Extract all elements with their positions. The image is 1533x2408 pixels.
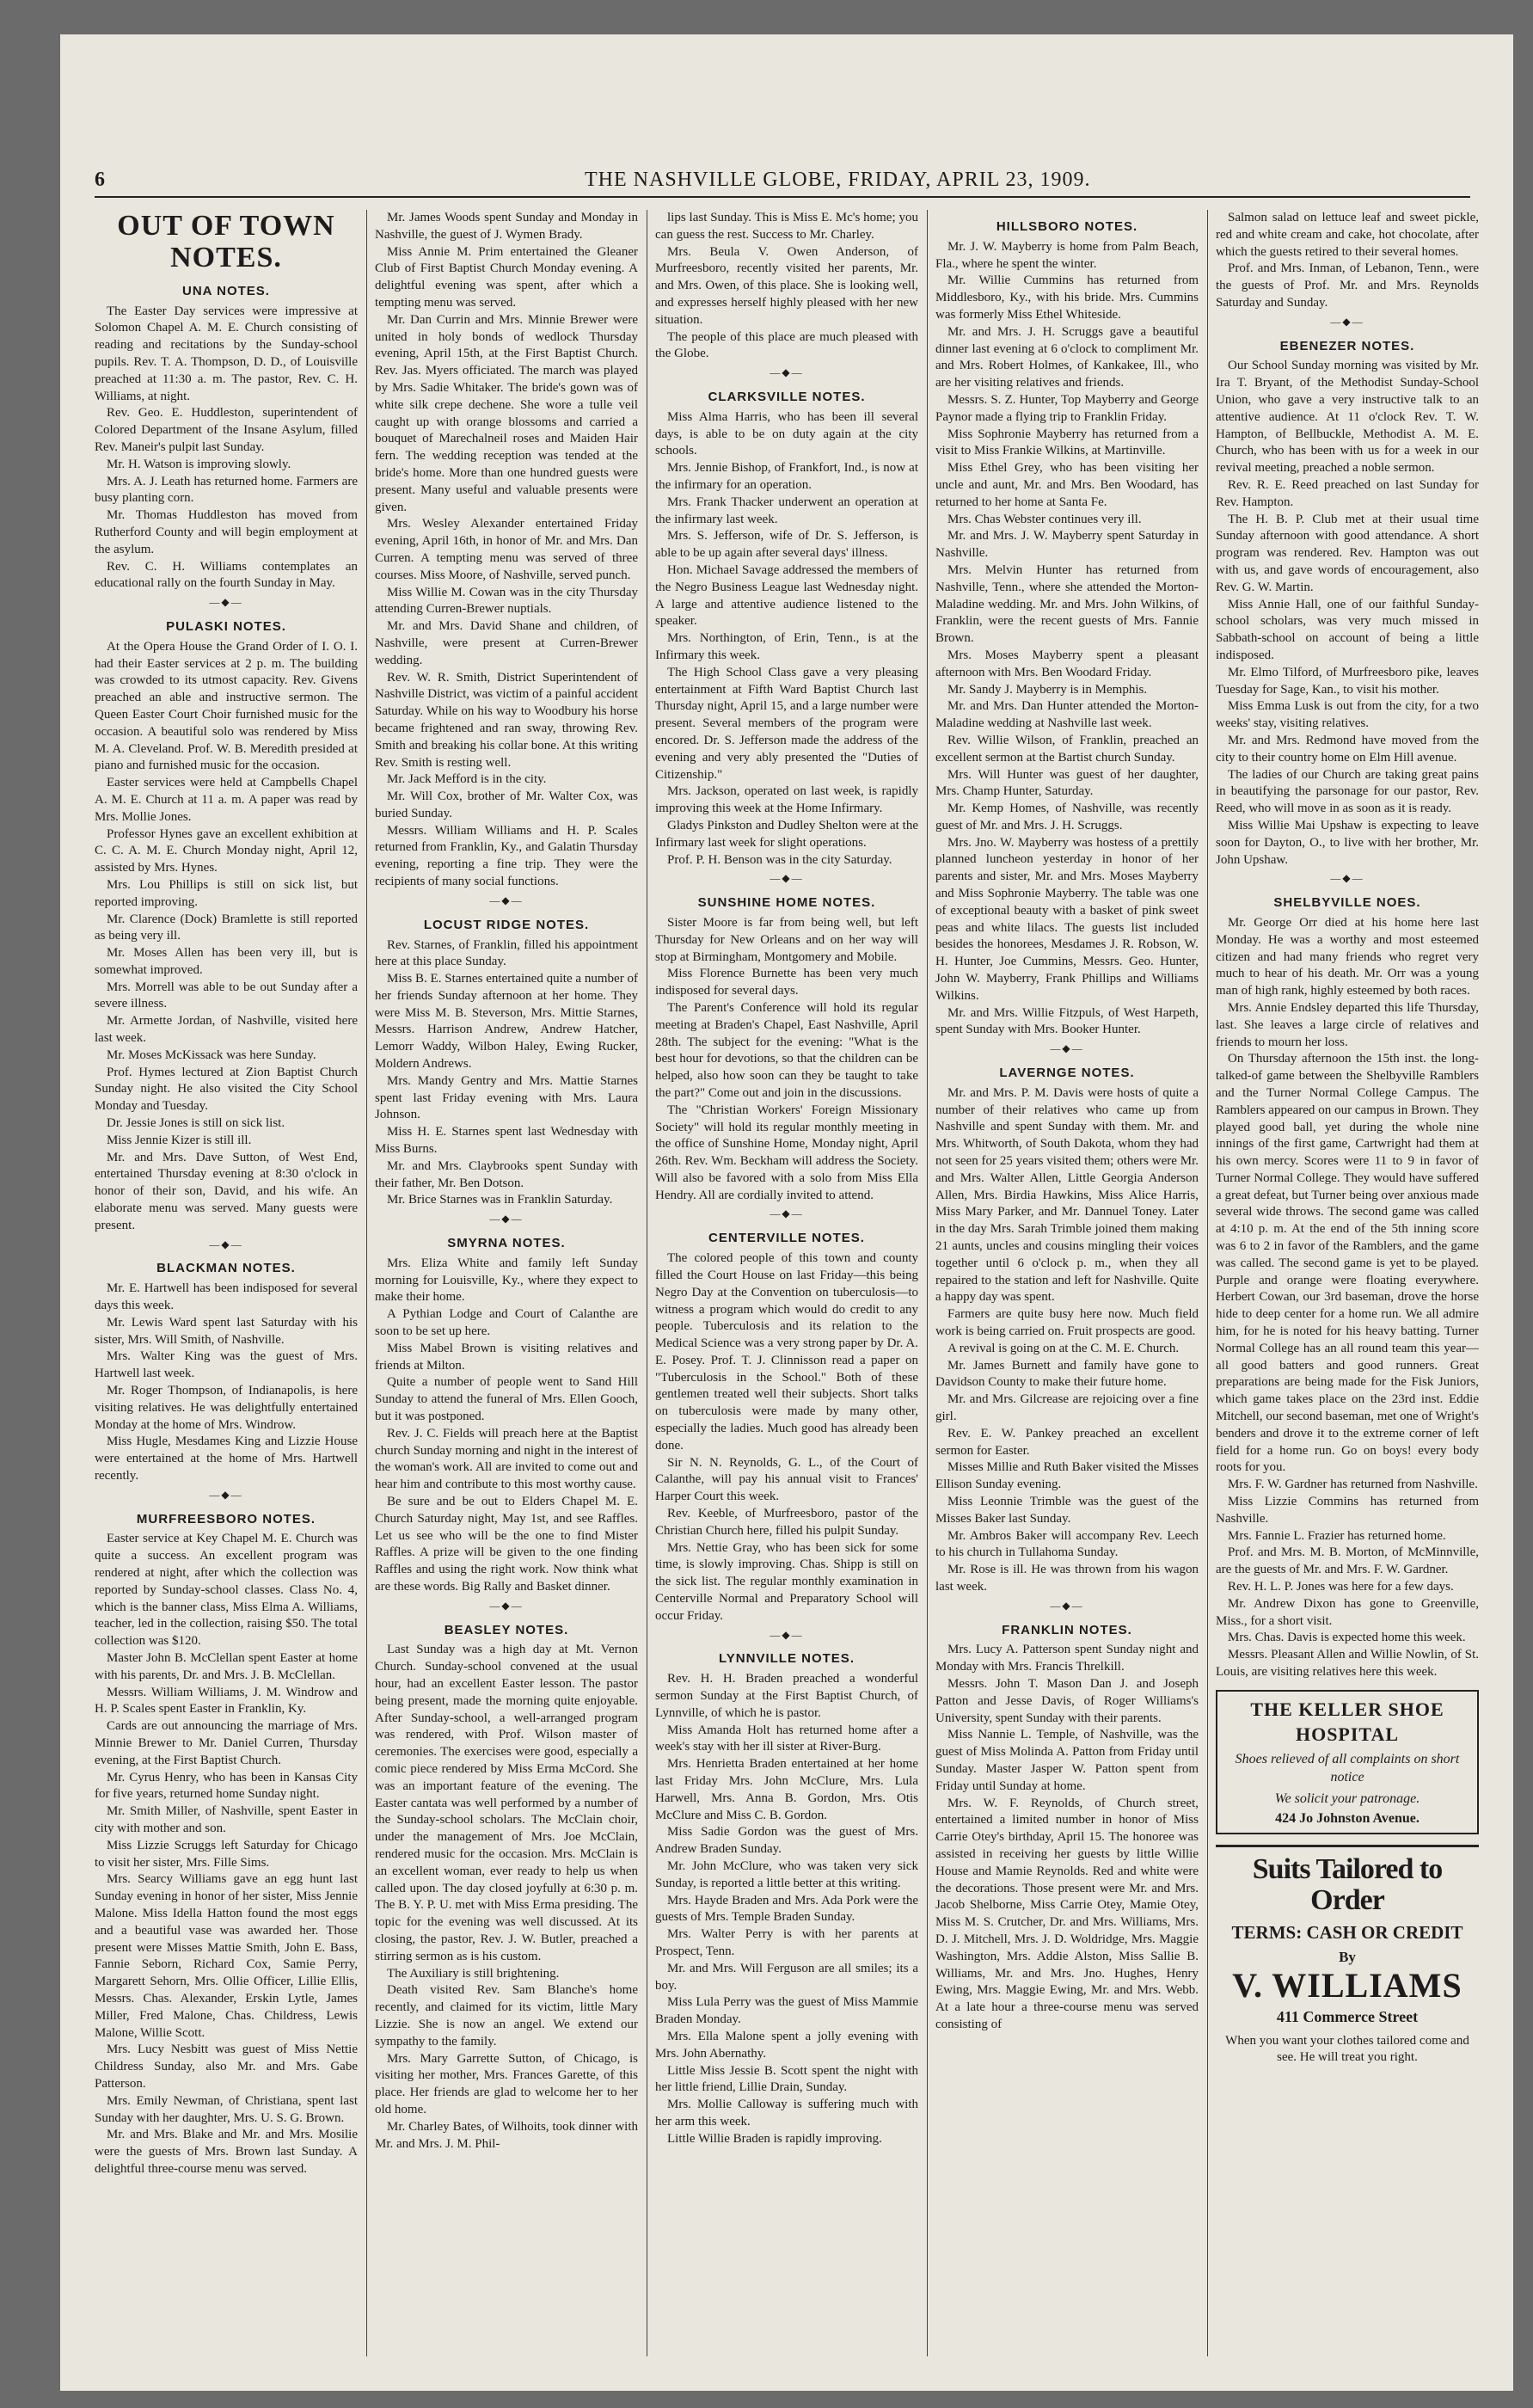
ornament-divider: —◆— — [209, 1488, 243, 1501]
news-item: Hon. Michael Savage addressed the members of the Negro Business League last Wednesday night. A large and attentive audience listened to the speaker. — [655, 562, 918, 629]
news-item: Mr. Thomas Huddleston has moved from Rutherford County and will begin employment at the asylum. — [95, 508, 358, 556]
news-item: Mr. Rose is ill. He was thrown from his wagon last week. — [935, 1563, 1199, 1594]
news-item: Miss Lizzie Scruggs left Saturday for Chicago to visit her sister, Mrs. Fille Sims. — [95, 1838, 358, 1870]
ornament-divider: —◆— — [770, 1207, 804, 1220]
news-item: Miss Jennie Kizer is still ill. — [107, 1133, 252, 1147]
news-item: Mr. and Mrs. J. W. Mayberry spent Saturday in Nashville. — [935, 529, 1199, 561]
news-item: Rev. Starnes, of Franklin, filled his appointment here at this place Sunday. — [375, 937, 638, 969]
news-item: Mrs. Beula V. Owen Anderson, of Murfreesboro, recently visited her parents, Mr. and Mrs. Owen, of this place. She is looking well, and expresses herself highly pleased with her new situation. — [655, 244, 918, 327]
news-item: Misses Millie and Ruth Baker visited the Misses Ellison Sunday evening. — [935, 1460, 1199, 1492]
news-item: Easter services were held at Campbells Chapel A. M. E. Church at 11 a. m. A paper was read by Mrs. Mollie Jones. — [95, 776, 358, 824]
news-item: Mrs. Melvin Hunter has returned from Nashville, Tenn., where she attended the Morton-Maladine wedding. Mr. and Mrs. John Wilkins, of Franklin, were the recent guests of Mrs. Fannie Brown. — [935, 562, 1199, 646]
news-item: Miss Nannie L. Temple, of Nashville, was the guest of Miss Molinda A. Patton from Friday until Sunday. Master Jasper W. Patton spent from Friday until Sunday at home. — [935, 1728, 1199, 1793]
newspaper-page — [60, 34, 1513, 2391]
news-item: Messrs. S. Z. Hunter, Top Mayberry and George Paynor made a flying trip to Franklin Friday. — [935, 392, 1199, 424]
news-item: The Auxiliary is still brightening. — [387, 1966, 560, 1981]
news-item: Prof. Hymes lectured at Zion Baptist Church Sunday night. He also visited the City School Monday and Tuesday. — [95, 1065, 358, 1114]
news-item: The "Christian Workers' Foreign Missionary Society" will hold its regular monthly meeting in the office of Sunshine Home, Monday night, April 26th. Rev. Wm. Beckham will address the Society. Will also be favored with a solo from Miss Ella Hendry. All are cordially invited to attend. — [655, 1103, 918, 1202]
news-item: Mr. Dan Currin and Mrs. Minnie Brewer were united in holy bonds of wedlock Thursday evening, April 15th, at the First Baptist Church. Rev. Jas. Myers officiated. The march was played by Mrs. Sadie Whitaker. The bride's gown was of white silk crepe dechene. She wore a tulle veil caught up with orange blossoms and carried a bouquet of Marechalneil roses and Maiden Hair fern. The wedding reception was tended at the bride's home. More than one hundred guests were present. Many useful and valuable presents were given. — [375, 312, 638, 514]
news-item: The Easter Day services were impressive at Solomon Chapel A. M. E. Church consisting of reading and recitations by the Sunday-school pupils. Rev. T. A. Thompson, D. D., of Louisville preached at 11:30 a. m. The pastor, Rev. C. H. Williams, at night. — [95, 304, 358, 403]
news-item: Mrs. S. Jefferson, wife of Dr. S. Jefferson, is able to be up again after several days' illness. — [655, 529, 918, 561]
news-item: Mr. Andrew Dixon has gone to Greenville, Miss., for a short visit. — [1216, 1596, 1479, 1628]
page-number: 6 — [95, 169, 105, 191]
news-item: Mr. J. W. Mayberry is home from Palm Beach, Fla., where he spent the winter. — [935, 239, 1199, 271]
news-item: Farmers are quite busy here now. Much field work is being carried on. Fruit prospects are good. — [935, 1307, 1199, 1339]
news-item: Mrs. Wesley Alexander entertained Friday evening, April 16th, in honor of Mr. and Mrs. Dan Curren. A tempting menu was served of three courses. Miss Moore, of Nashville, served punch. — [375, 517, 638, 582]
news-item: Prof. and Mrs. Inman, of Lebanon, Tenn., were the guests of Prof. Mr. and Mrs. Reynolds Saturday and Sunday. — [1216, 261, 1479, 310]
news-item: Mrs. Walter King was the guest of Mrs. Hartwell last week. — [95, 1349, 358, 1381]
section-heading: FRANKLIN NOTES. — [1002, 1622, 1132, 1637]
news-item: Prof. and Mrs. M. B. Morton, of McMinnville, are the guests of Mr. and Mrs. F. W. Gardner. — [1216, 1545, 1479, 1577]
news-item: Rev. Geo. E. Huddleston, superintendent of Colored Department of the Insane Asylum, filled Rev. Maneir's pulpit last Sunday. — [95, 406, 358, 454]
news-item: The colored people of this town and county filled the Court House on last Friday—this being Negro Day at the Convention on tuberculosis—to witness a program which would do credit to any people. Tuberculosis and its relation to the Medical Science was a very strong paper by Dr. A. E. Posey. Prof. T. J. Clinnisson read a paper on "Tuberculosis in the School." Both of these gentlemen treated well their subjects. Short talks on tuberculosis were made by many other, especially the ladies. Much good has already been done. — [655, 1251, 918, 1453]
ornament-divider: —◆— — [1050, 1599, 1084, 1612]
news-item: Rev. C. H. Williams contemplates an educational rally on the fourth Sunday in May. — [95, 559, 358, 591]
news-item: Mr. Jack Mefford is in the city. — [387, 772, 547, 787]
news-item: The Parent's Conference will hold its regular meeting at Braden's Chapel, East Nashville, April 28th. The subject for the evening: "What is the best hour for devotions, so that the children can be helped, also how soon can they be taught to take the part?" Come out and join in the discussions. — [655, 1000, 918, 1100]
keller-shoe-hospital-ad — [1216, 1690, 1479, 1835]
news-item: Rev. W. R. Smith, District Superintendent of Nashville District, was victim of a painful accident Saturday. While on his way to Woodbury his horse became frightened and ran sway, throwing Rev. Smith and breaking his collar bone. At this writing Rev. Smith is resting well. — [375, 670, 638, 770]
news-item: Mr. Kemp Homes, of Nashville, was recently guest of Mr. and Mrs. J. H. Scruggs. — [935, 802, 1199, 832]
section-heading: HILLSBORO NOTES. — [996, 219, 1138, 234]
section-heading: UNA NOTES. — [182, 283, 270, 298]
column-divider — [1207, 210, 1208, 2356]
column-5 — [1216, 210, 1479, 2356]
ornament-divider: —◆— — [1330, 872, 1364, 885]
news-item: Miss Lula Perry was the guest of Miss Mammie Braden Monday. — [655, 1995, 918, 2027]
section-heading: LOCUST RIDGE NOTES. — [423, 917, 590, 932]
ad-name: V. WILLIAMS — [1232, 1965, 1462, 2005]
ad-by: By — [1339, 1949, 1356, 1966]
news-item: Dr. Jessie Jones is still on sick list. — [107, 1116, 285, 1131]
news-item: Mr. and Mrs. P. M. Davis were hosts of quite a number of their relatives who came up from Nashville and spent Sunday with them. Mr. and Mrs. Whitworth, of South Dakota, whom they had not seen for 25 years visited them; others were Mr. and Mrs. Walter Allen, Little Georgia Anderson Allen, Mrs. Birdia Hawkins, Miss Alice Harris, Miss Mary Parker, and Mr. Dannuel Toney. Later in the day Mrs. Sarah Trimble joined them making 21 aunts, uncles and cousins mingling their voices together until 6 o'clock p. m., when they all repaired to the station and left for Nashville. Quite a happy day was spent. — [935, 1085, 1199, 1305]
section-heading: SMYRNA NOTES. — [447, 1236, 566, 1251]
news-item: Professor Hynes gave an excellent exhibition at C. C. A. M. E. Church Monday night, April 12, assisted by Mrs. Hynes. — [95, 826, 358, 875]
ornament-divider: —◆— — [1050, 1042, 1084, 1055]
section-heading: LAVERNGE NOTES. — [999, 1066, 1135, 1081]
news-item: Mr. Cyrus Henry, who has been in Kansas City for five years, returned home Sunday night. — [95, 1770, 358, 1802]
news-item: Mrs. Mollie Calloway is suffering much with her arm this week. — [655, 2098, 918, 2128]
section-heading: SHELBYVILLE NOES. — [1273, 895, 1421, 911]
news-item: Last Sunday was a high day at Mt. Vernon Church. Sunday-school convened at the usual hour, had an excellent Easter lesson. The pastor being present, made the morning quite enjoyable. After Sunday-school, a well-arranged program was rendered, with Prof. Wilson master of ceremonies. The exercises were good, especially a comic piece rendered by Miss Erma McCord. She was an important feature of the evening. The Easter cantata was well performed by a number of the Sunday-school scholars. The McClain choir, under the management of Mrs. Joe McClain, rendered music for the occasion. Mrs. McClain is an excellent woman, ever ready to help us when called upon. The day closed joyfully at 6:30 p. m. The B. Y. P. U. met with Miss Erma presiding. The topic for the evening was well discussed. At its closing, the pastor, Rev. J. W. Butler, preached a stirring sermon as is his custom. — [375, 1643, 638, 1963]
news-item: Mr. and Mrs. Redmond have moved from the city to their country home on Elm Hill avenue. — [1216, 733, 1479, 765]
news-item: Mrs. Mandy Gentry and Mrs. Mattie Starnes spent last Friday evening with Mrs. Laura Johnson. — [375, 1073, 638, 1122]
ornament-divider: —◆— — [770, 1628, 804, 1641]
news-item: Sir N. N. Reynolds, G. L., of the Court of Calanthe, will pay his annual visit to Frances' Harper Court this week. — [655, 1455, 918, 1504]
news-item: Mr. Willie Cummins has returned from Middlesboro, Ky., with his bride. Mrs. Cummins was formerly Miss Ethel Whiteside. — [935, 273, 1199, 322]
news-item: Mrs. Northington, of Erin, Tenn., is at the Infirmary this week. — [655, 631, 918, 662]
section-heading: EBENEZER NOTES. — [1279, 338, 1415, 353]
news-item: Mr. Clarence (Dock) Bramlette is still reported as being very ill. — [95, 912, 358, 943]
section-heading: LYNNVILLE NOTES. — [719, 1651, 855, 1667]
news-item: Salmon salad on lettuce leaf and sweet pickle, red and white cream and cake, hot chocolate, after which the guests retired to their several homes. — [1216, 211, 1479, 259]
news-item: Mrs. Nettie Gray, who has been sick for some time, is slowly improving. Chas. Shipp is still on the sick list. The regular monthly examination in Centerville Normal and Preparatory School will occur Friday. — [655, 1540, 918, 1623]
news-item: Mr. and Mrs. Claybrooks spent Sunday with their father, Mr. Ben Dotson. — [375, 1158, 638, 1190]
news-item: Mr. Charley Bates, of Wilhoits, took dinner with Mr. and Mrs. J. M. Phil- — [375, 2119, 638, 2151]
news-item: Mr. Elmo Tilford, of Murfreesboro pike, leaves Tuesday for Sage, Kan., to visit his mother. — [1216, 665, 1479, 697]
column-3 — [655, 210, 918, 2356]
news-item: Miss Mabel Brown is visiting relatives and friends at Milton. — [375, 1341, 638, 1373]
news-item: Mrs. Morrell was able to be out Sunday after a severe illness. — [95, 980, 358, 1011]
news-item: Mrs. Mary Garrette Sutton, of Chicago, is visiting her mother, Mrs. Frances Garette, of this place. Her friends are glad to welcome her to her old home. — [375, 2051, 638, 2116]
column-4 — [935, 210, 1199, 2356]
ad-address: 424 Jo Johnston Avenue. — [1275, 1811, 1420, 1827]
news-item: Mr. Roger Thompson, of Indianapolis, is here visiting relatives. He was delightfully entertained Monday at the home of Mrs. Windrow. — [95, 1384, 358, 1432]
news-item: Rev. H. H. Braden preached a wonderful sermon Sunday at the First Baptist Church, of Lynnville, of which he is pastor. — [655, 1672, 918, 1720]
news-item: Mrs. Jno. W. Mayberry was hostess of a prettily planned luncheon yesterday in honor of her parents and sister, Mr. and Mrs. Moses Mayberry and Miss Sophronie Mayberry. The table was one of exceptional beauty with a basket of pink sweet peas and white lilacs. The guests list included besides the honorees, Mesdames J. R. Robson, W. H. Hunter, Joe Cummins, Messrs. Geo. Hunter, John W. Mayberry, Frank Phillips and Williams Wilkins. — [935, 835, 1199, 1003]
news-item: Mrs. Ella Malone spent a jolly evening with Mrs. John Abernathy. — [655, 2030, 918, 2061]
news-item: The ladies of our Church are taking great pains in beautifying the parsonage for our pastor, Rev. Reed, who will move in as soon as it is ready. — [1216, 767, 1479, 816]
news-item: The H. B. P. Club met at their usual time Sunday afternoon with good attendance. A short program was rendered. Rev. Hampton was out with us, and gave words of encouragement, also Rev. G. W. Martin. — [1216, 512, 1479, 594]
news-item: Mrs. Annie Endsley departed this life Thursday, last. She leaves a large circle of relatives and friends to mourn her loss. — [1216, 1000, 1479, 1049]
ornament-divider: —◆— — [489, 894, 524, 906]
news-item: Mr. James Burnett and family have gone to Davidson County to make their future home. — [935, 1358, 1199, 1390]
news-item: Miss Willie Mai Upshaw is expecting to leave soon for Dayton, O., to live with her brother, Mr. John Upshaw. — [1216, 818, 1479, 867]
news-item: Mr. H. Watson is improving slowly. — [107, 457, 291, 471]
news-item: Miss Lizzie Commins has returned from Nashville. — [1216, 1495, 1479, 1526]
news-item: Mrs. Hayde Braden and Mrs. Ada Pork were the guests of Mrs. Temple Braden Sunday. — [655, 1893, 918, 1925]
news-item: Miss Sophronie Mayberry has returned from a visit to Miss Frankie Wilkins, at Martinville. — [935, 427, 1199, 458]
news-item: Mrs. Chas. Davis is expected home this week. — [1228, 1631, 1466, 1645]
news-item: Rev. J. C. Fields will preach here at the Baptist church Sunday morning and night in the interest of the woman's work. All are invited to come out and hear him and contribute to this most worthy cause. — [375, 1426, 638, 1492]
news-item: Rev. Keeble, of Murfreesboro, pastor of the Christian Church here, filled his pulpit Sunday. — [655, 1507, 918, 1538]
section-heading: BEASLEY NOTES. — [444, 1622, 569, 1637]
ad-title: Suits Tailored to Order — [1252, 1853, 1443, 1916]
ad-address: 411 Commerce Street — [1276, 2007, 1419, 2025]
news-item: Death visited Rev. Sam Blanche's home recently, and claimed for its victim, little Mary Lizzie. She is now an angel. We extend our sympathy to the family. — [375, 1983, 638, 2049]
news-item: Miss Ethel Grey, who has been visiting her uncle and aunt, Mr. and Mrs. Ben Woodard, has returned to her home at Santa Fe. — [935, 461, 1199, 509]
ad-terms: TERMS: CASH OR CREDIT — [1231, 1921, 1463, 1943]
news-item: Messrs. John T. Mason Dan J. and Joseph Patton and Jesse Davis, of Roger Williams's University, spent Sunday with their parents. — [935, 1677, 1199, 1725]
news-item: Mrs. Walter Perry is with her parents at Prospect, Tenn. — [655, 1927, 918, 1959]
news-item: Miss Florence Burnette has been very much indisposed for several days. — [655, 967, 918, 998]
news-item: Mr. and Mrs. Gilcrease are rejoicing over a fine girl. — [935, 1392, 1199, 1424]
section-heading: BLACKMAN NOTES. — [156, 1261, 296, 1276]
news-item: Mrs. Moses Mayberry spent a pleasant afternoon with Mrs. Ben Woodard Friday. — [935, 648, 1199, 679]
news-item: Little Willie Braden is rapidly improving. — [667, 2131, 882, 2146]
section-heading: SUNSHINE HOME NOTES. — [697, 895, 876, 911]
masthead-rule — [95, 196, 1470, 198]
news-item: The people of this place are much pleased with the Globe. — [655, 329, 918, 361]
news-item: Mrs. Jennie Bishop, of Frankfort, Ind., is now at the infirmary for an operation. — [655, 461, 918, 492]
news-item: Rev. H. L. P. Jones was here for a few days. — [1228, 1580, 1454, 1594]
williams-tailor-ad — [1216, 1845, 1479, 2067]
column-1 — [95, 210, 358, 2356]
newspaper-title: THE NASHVILLE GLOBE, FRIDAY, APRIL 23, 1909. — [585, 169, 1091, 191]
column-divider — [927, 210, 928, 2356]
news-item: Messrs. William Williams and H. P. Scales returned from Franklin, Ky., and Galatin Thursday evening, reporting a fine trip. They were the recipients of many social functions. — [375, 823, 638, 889]
column-2 — [375, 210, 638, 2356]
news-item: Miss Leonnie Trimble was the guest of the Misses Baker last Sunday. — [935, 1495, 1199, 1526]
news-item: Mr. George Orr died at his home here last Monday. He was a worthy and most esteemed citizen and had many friends who regret very much to hear of his death. Mr. Orr was a young man of high rank, highly esteemed by both races. — [1216, 915, 1479, 998]
news-item: Mrs. Eliza White and family left Sunday morning for Louisville, Ky., where they expect to make their home. — [375, 1256, 638, 1305]
news-item: At the Opera House the Grand Order of I. O. I. had their Easter services at 2 p. m. The building was crowded to its utmost capacity. Rev. Givens preached an able and instructive sermon. The Queen Easter Court Choir furnished music for the occasion. A beautiful solo was rendered by Miss M. A. Cleveland. Prof. W. B. Meredith presided at piano and furnished music for the occasion. — [95, 639, 358, 773]
news-item: On Thursday afternoon the 15th inst. the long-talked-of game between the Shelbyville Ramblers and the Turner Normal College Campus. The Ramblers appeared on our campus in Brown. They played good ball, yet during the whole nine innings of the first game, Cartwright had them at his own mercy. Scores were 11 to 9 in favor of Turner Normal College. They would have suffered a great defeat, but Turner being over anxious made several wide throws. The second game was called at 4:10 p. m. At the end of the 5th inning score was 6 to 2 in favor of the Ramblers, and the game was called. The second game is yet to be played. Purple and orange were floating everywhere. Herbert Cowan, our 3rd baseman, drove the horse hide to deep center for a home run. We all admire him, for he is noted for his heavy batting. Turner Normal College has an all round team this year—all good batters and good runners. Great preparations are being made for the Fisk Juniors, which game takes place on the 23rd inst. Eddie Mitchell, our second baseman, met one of Wright's benders and drove it to the extreme corner of left field for a home run. Go on boys! every body roots for you. — [1216, 1052, 1479, 1475]
news-item: Mrs. F. W. Gardner has returned from Nashville. — [1228, 1477, 1478, 1492]
news-item: Little Miss Jessie B. Scott spent the night with her little friend, Lillie Drain, Sunday. — [655, 2063, 918, 2095]
section-heading: CLARKSVILLE NOTES. — [708, 390, 866, 404]
news-item: Master John B. McClellan spent Easter at home with his parents, Dr. and Mrs. J. B. McClellan. — [95, 1651, 358, 1682]
ornament-divider: —◆— — [209, 1238, 243, 1250]
news-item: Miss Willie M. Cowan was in the city Thursday attending Curren-Brewer nuptials. — [375, 585, 638, 617]
ornament-divider: —◆— — [209, 596, 243, 609]
news-item: Mrs. Henrietta Braden entertained at her home last Friday Mrs. John McClure, Mrs. Lula Harwell, Mrs. Anna B. Gordon, Mrs. Otis McClure and Miss C. B. Gordon. — [655, 1757, 918, 1822]
column-divider — [366, 210, 367, 2356]
headline: OUT OF TOWN NOTES. — [117, 210, 335, 274]
news-item: Mr. and Mrs. David Shane and children, of Nashville, were present at Curren-Brewer wedding. — [375, 619, 638, 667]
section-heading: PULASKI NOTES. — [166, 618, 286, 634]
news-item: Quite a number of people went to Sand Hill Sunday to attend the funeral of Mrs. Ellen Gooch, but it was postponed. — [375, 1375, 638, 1424]
news-item: Mr. Smith Miller, of Nashville, spent Easter in city with mother and son. — [95, 1804, 358, 1835]
news-item: Mr. Moses McKissack was here Sunday. — [107, 1047, 316, 1062]
news-item: Our School Sunday morning was visited by Mr. Ira T. Bryant, of the Methodist Sunday-School Union, who gave a very instructive talk to an attentive audience. At 11 o'clock Rev. T. W. Hampton, of Bellbuckle, Methodist A. M. E. Church, who has been with us for a week in our revival meeting, preached a noble sermon. — [1216, 359, 1479, 476]
ad-text: Shoes relieved of all complaints on short notice — [1235, 1751, 1460, 1784]
news-item: Cards are out announcing the marriage of Mrs. Minnie Brewer to Mr. Daniel Curren, Thursday evening, at the First Baptist Church. — [95, 1719, 358, 1767]
section-heading: MURFREESBORO NOTES. — [136, 1511, 316, 1526]
ornament-divider: —◆— — [489, 1599, 524, 1612]
ad-note: When you want your clothes tailored come and see. He will treat you right. — [1225, 2033, 1469, 2065]
news-item: Be sure and be out to Elders Chapel M. E. Church Saturday night, May 1st, and see Raffles. Let us see who will be the one to find Mister Raffles. A prize will be given to the one finding Raffles and using the right work. Now think what are these words. Big Rally and Basket dinner. — [375, 1495, 638, 1594]
news-item: Messrs. William Williams, J. M. Windrow and H. P. Scales spent Easter in Franklin, Ky. — [95, 1685, 358, 1717]
ornament-divider: —◆— — [770, 366, 804, 379]
section-heading: CENTERVILLE NOTES. — [708, 1231, 865, 1246]
news-item: Easter service at Key Chapel M. E. Church was quite a success. An excellent program was rendered at night, after which the collection was reported by Sunday-school classes. Class No. 4, which is the banner class, Miss Elma A. Williams, teacher, led in the collection, raising $50. The total collection was $120. — [95, 1532, 358, 1649]
masthead — [95, 169, 1470, 194]
ornament-divider: —◆— — [1330, 315, 1364, 328]
news-item: Mr. and Mrs. Will Ferguson are all smiles; its a boy. — [655, 1961, 918, 1993]
news-item: A Pythian Lodge and Court of Calanthe are soon to be set up here. — [375, 1307, 638, 1339]
news-item: Mr. and Mrs. Blake and Mr. and Mrs. Mosilie were the guests of Mrs. Brown last Sunday. A delightful three-course menu was served. — [95, 2128, 358, 2176]
news-item: Mr. Brice Starnes was in Franklin Saturday. — [387, 1193, 613, 1207]
news-item: Miss B. E. Starnes entertained quite a number of her friends Sunday afternoon at her home. They were Miss M. B. Steverson, Mrs. Mittie Starnes, Messrs. Harrison Andrew, Andrew Hatcher, Lemorr Waddy, Wilbon Haley, Ewing Rucker, Moldern Andrews. — [375, 972, 638, 1072]
news-item: Mrs. Lou Phillips is still on sick list, but reported improving. — [95, 877, 358, 909]
news-item: Miss Emma Lusk is out from the city, for a two weeks' stay, visiting relatives. — [1216, 699, 1479, 731]
ad-text: We solicit your patronage. — [1274, 1791, 1420, 1807]
news-item: Miss Sadie Gordon was the guest of Mrs. Andrew Braden Sunday. — [655, 1825, 918, 1857]
news-item: Gladys Pinkston and Dudley Shelton were at the Infirmary last week for slight operations. — [655, 818, 918, 850]
news-item: Miss Alma Harris, who has been ill several days, is able to be on duty again at the city schools. — [655, 409, 918, 458]
news-item: Mr. Will Cox, brother of Mr. Walter Cox, was buried Sunday. — [375, 789, 638, 820]
news-item: Miss Amanda Holt has returned home after a week's stay with her ill sister at River-Burg. — [655, 1723, 918, 1754]
news-item: Mr. James Woods spent Sunday and Monday in Nashville, the guest of J. Wymen Brady. — [375, 211, 638, 242]
news-item: Mrs. Chas Webster continues very ill. — [947, 512, 1142, 526]
news-item: Mrs. W. F. Reynolds, of Church street, entertained a limited number in honor of Miss Carrie Otey's birthday, April 15. The honoree was assisted in receiving her guests by little Willie House and Mamie Reynolds. Red and white were the decorations. Those present were Mr. and Mrs. Jacob Shelborne, Miss Carrie Otey, Mamie Otey, Miss M. S. Crutcher, Dr. and Mrs. Williams, Mrs. D. J. Mitchell, Mrs. J. D. Woldridge, Mrs. Maggie Washington, Mrs. Addie Alston, Miss Sallie B. Williams, Mr. and Mrs. Jno. Hughes, Henry Ewing, Mrs. Maggie Ewing, Mr. and Mrs. Webb. At a late hour a three-course menu was served consisting of — [935, 1796, 1199, 2031]
news-item: Mr. Moses Allen has been very ill, but is somewhat improved. — [95, 946, 358, 977]
ad-title: THE KELLER SHOE HOSPITAL — [1250, 1698, 1444, 1745]
news-item: Miss Hugle, Mesdames King and Lizzie House were entertained at the home of Mrs. Hartwell recently. — [95, 1434, 358, 1484]
news-item: Prof. P. H. Benson was in the city Saturday. — [667, 852, 892, 867]
news-item: A revival is going on at the C. M. E. Church. — [947, 1341, 1180, 1355]
news-item: Miss H. E. Starnes spent last Wednesday with Miss Burns. — [375, 1125, 638, 1157]
news-item: lips last Sunday. This is Miss E. Mc's home; you can guess the rest. Success to Mr. Charley. — [655, 211, 918, 242]
news-item: Mrs. Jackson, operated on last week, is rapidly improving this week at the Home Infirmary. — [655, 784, 918, 816]
news-item: Mr. Ambros Baker will accompany Rev. Leech to his church in Tullahoma Sunday. — [935, 1528, 1199, 1560]
news-item: Mrs. Fannie L. Frazier has returned home. — [1228, 1528, 1446, 1543]
news-item: Mr. Sandy J. Mayberry is in Memphis. — [947, 682, 1148, 697]
news-item: Mr. and Mrs. J. H. Scruggs gave a beautiful dinner last evening at 6 o'clock to compliment Mr. and Mrs. Robert Holmes, of Kankakee, Ill., who are her visiting relatives and friends. — [935, 324, 1199, 390]
news-item: Miss Annie M. Prim entertained the Gleaner Club of First Baptist Church Monday evening. A delightful evening was spent, after which a tempting menu was served. — [375, 244, 638, 310]
news-item: Mrs. Emily Newman, of Christiana, spent last Sunday with her daughter, Mrs. U. S. G. Brown. — [95, 2093, 358, 2125]
news-item: Mrs. Lucy Nesbitt was guest of Miss Nettie Childress Sunday, also Mr. and Mrs. Gabe Patterson. — [95, 2042, 358, 2091]
news-item: Mr. and Mrs. Dan Hunter attended the Morton-Maladine wedding at Nashville last week. — [935, 699, 1199, 731]
news-item: Mr. E. Hartwell has been indisposed for several days this week. — [95, 1281, 358, 1313]
ornament-divider: —◆— — [489, 1213, 524, 1226]
news-item: Mrs. A. J. Leath has returned home. Farmers are busy planting corn. — [95, 474, 358, 506]
news-item: Mr. Lewis Ward spent last Saturday with his sister, Mrs. Will Smith, of Nashville. — [95, 1315, 358, 1347]
news-item: Mr. and Mrs. Willie Fitzpuls, of West Harpeth, spent Sunday with Mrs. Booker Hunter. — [935, 1005, 1199, 1037]
news-item: Rev. Willie Wilson, of Franklin, preached an excellent sermon at the Bartist church Sunday. — [935, 733, 1199, 765]
news-item: Messrs. Pleasant Allen and Willie Nowlin, of St. Louis, are visiting relatives here this week. — [1216, 1648, 1479, 1679]
news-item: Sister Moore is far from being well, but left Thursday for New Orleans and on her way will stop at Birmingham, Montgomery and Mobile. — [655, 915, 918, 964]
news-item: Rev. E. W. Pankey preached an excellent sermon for Easter. — [935, 1426, 1199, 1458]
news-item: Miss Annie Hall, one of our faithful Sunday-school scholars, was very much missed in Sabbath-school on account of being a little indisposed. — [1216, 597, 1479, 662]
ornament-divider: —◆— — [770, 872, 804, 885]
news-item: Rev. R. E. Reed preached on last Sunday for Rev. Hampton. — [1216, 477, 1479, 509]
news-item: Mr. John McClure, who was taken very sick Sunday, is reported a little better at this writing. — [655, 1859, 918, 1890]
news-item: Mrs. Searcy Williams gave an egg hunt last Sunday evening in honor of her sister, Miss Jennie Malone. Miss Idella Hatton found the most eggs and a beautiful vase was awarded her. Those present were Misses Mattie Smith, John E. Bass, Fannie Seborn, Richard Cox, Samie Perry, Margarett Sehorn, Mrs. Ollie Officer, Lillie Ellis, Messrs. Chas. Alexander, Erskin Lytle, James Miller, Fred Malone, Chas. Childress, Lewis Malone, Willie Scott. — [95, 1872, 358, 2040]
news-item: Mr. Armette Jordan, of Nashville, visited here last week. — [95, 1014, 358, 1046]
news-item: Mr. and Mrs. Dave Sutton, of West End, entertained Thursday evening at 8:30 o'clock in honor of their son, David, and his wife. An elaborate menu was served. Many guests were present. — [95, 1150, 358, 1232]
news-item: Mrs. Lucy A. Patterson spent Sunday night and Monday with Mrs. Francis Threlkill. — [935, 1643, 1199, 1674]
news-item: The High School Class gave a very pleasing entertainment at Fifth Ward Baptist Church last Thursday night, April 15, and a large number were present. Several members of the program were encored. Dr. S. Jefferson made the address of the evening and very ably presented the "Duties of Citizenship." — [655, 665, 918, 782]
news-item: Mrs. Frank Thacker underwent an operation at the infirmary last week. — [655, 494, 918, 526]
news-item: Mrs. Will Hunter was guest of her daughter, Mrs. Champ Hunter, Saturday. — [935, 767, 1199, 799]
